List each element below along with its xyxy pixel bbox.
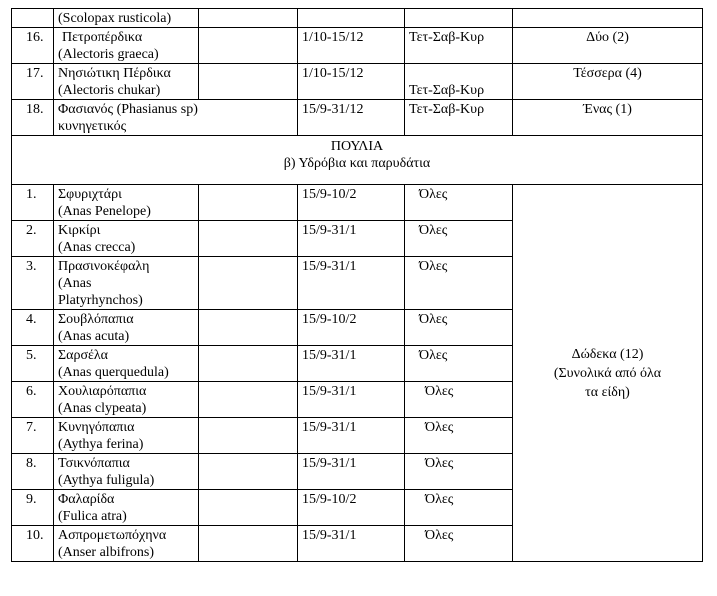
season-dates: 15/9-31/1 — [298, 526, 405, 562]
species-name-cell — [54, 28, 199, 64]
species-latin: (Aythya ferina) — [58, 437, 144, 452]
season-dates: 15/9-10/2 — [298, 185, 405, 221]
species-name-cell — [54, 185, 199, 221]
species-name-cell — [54, 257, 199, 310]
row-number: 17. — [12, 64, 54, 100]
species-name: Σουβλόπαπια — [58, 312, 134, 327]
species-name: Πετροπέρδικα — [62, 30, 143, 45]
species-name-cell — [54, 9, 199, 28]
empty-cell — [199, 28, 298, 64]
row-number: 16. — [12, 28, 54, 64]
empty-cell — [199, 9, 298, 28]
species-name-cell — [54, 418, 199, 454]
hunting-days: Όλες — [405, 221, 513, 257]
row-number: 9. — [12, 490, 54, 526]
species-name-cell — [54, 454, 199, 490]
section-title: ΠΟΥΛΙΑ — [330, 139, 384, 154]
hunting-days: Τετ-Σαβ-Κυρ — [405, 64, 513, 100]
empty-cell — [199, 64, 298, 100]
species-name-cell — [54, 310, 199, 346]
table-row — [12, 64, 703, 100]
bag-limit: Δύο (2) — [513, 28, 703, 64]
row-number: 8. — [12, 454, 54, 490]
species-name: Ασπρομετωπόχηνα — [58, 528, 167, 543]
row-number: 3. — [12, 257, 54, 310]
species-latin: (Anas clypeata) — [58, 401, 147, 416]
species-name: Νησιώτικη Πέρδικα — [58, 66, 171, 81]
season-dates: 15/9-10/2 — [298, 490, 405, 526]
species-latin-cont: Platyrhynchos) — [58, 293, 143, 308]
row-number: 2. — [12, 221, 54, 257]
table-row — [12, 185, 703, 221]
bag-limit-line: (Συνολικά από όλα — [553, 366, 662, 381]
empty-cell — [199, 257, 298, 310]
species-latin: (Anas acuta) — [58, 329, 130, 344]
season-dates: 15/9-10/2 — [298, 310, 405, 346]
season-dates: 15/9-31/1 — [298, 382, 405, 418]
hunting-days — [405, 9, 513, 28]
row-number: 6. — [12, 382, 54, 418]
table-row — [12, 28, 703, 64]
species-name-cell — [54, 221, 199, 257]
table-row — [12, 9, 703, 28]
hunting-days: Όλες — [405, 490, 513, 526]
empty-cell — [199, 454, 298, 490]
hunting-days: Όλες — [405, 382, 513, 418]
hunting-days: Όλες — [405, 257, 513, 310]
season-dates: 15/9-31/12 — [298, 100, 405, 136]
hunting-days: Όλες — [405, 418, 513, 454]
row-number — [12, 9, 54, 28]
row-number: 5. — [12, 346, 54, 382]
row-number: 10. — [12, 526, 54, 562]
bag-limit: Ένας (1) — [513, 100, 703, 136]
empty-cell — [199, 310, 298, 346]
empty-cell — [199, 490, 298, 526]
empty-cell — [199, 418, 298, 454]
bag-limit-total — [513, 185, 703, 562]
species-name: Σαρσέλα — [58, 348, 109, 363]
season-dates: 1/10-15/12 — [298, 28, 405, 64]
species-latin: (Alectoris graeca) — [58, 47, 159, 62]
species-name-cell — [54, 490, 199, 526]
species-name: Φασιανός (Phasianus sp) — [58, 102, 198, 117]
species-latin: (Scolopax rusticola) — [58, 11, 172, 26]
species-name: Χουλιαρόπαπια — [58, 384, 147, 399]
bag-limit: Τέσσερα (4) — [513, 64, 703, 100]
hunting-days: Όλες — [405, 526, 513, 562]
species-name-cell — [54, 382, 199, 418]
table-row — [12, 100, 703, 136]
species-name-cell — [54, 64, 199, 100]
species-latin: (Anas crecca) — [58, 240, 136, 255]
empty-cell — [199, 382, 298, 418]
species-latin: (Aythya fuligula) — [58, 473, 155, 488]
species-name: Σφυριχτάρι — [58, 187, 122, 202]
row-number: 1. — [12, 185, 54, 221]
hunting-days: Τετ-Σαβ-Κυρ — [405, 28, 513, 64]
species-name: Κιρκίρι — [58, 223, 101, 238]
species-name-cell — [54, 100, 298, 136]
bag-limit-line: τα είδη) — [585, 385, 630, 400]
species-name: Φαλαρίδα — [58, 492, 115, 507]
species-name: Τσικνόπαπια — [58, 456, 130, 471]
species-name: Πρασινοκέφαλη — [58, 259, 150, 274]
species-name-cell — [54, 346, 199, 382]
empty-cell — [199, 526, 298, 562]
season-dates — [298, 9, 405, 28]
season-dates: 15/9-31/1 — [298, 454, 405, 490]
species-latin: κυνηγετικός — [58, 119, 127, 134]
species-name-cell — [54, 526, 199, 562]
season-dates: 15/9-31/1 — [298, 418, 405, 454]
species-latin: (Fulica atra) — [58, 509, 127, 524]
empty-cell — [199, 221, 298, 257]
hunting-species-table — [11, 8, 703, 562]
row-number: 4. — [12, 310, 54, 346]
hunting-days: Όλες — [405, 185, 513, 221]
bag-limit-line: Δώδεκα (12) — [571, 347, 644, 362]
row-number: 18. — [12, 100, 54, 136]
empty-cell — [199, 346, 298, 382]
section-header-row — [12, 136, 703, 185]
season-dates: 15/9-31/1 — [298, 346, 405, 382]
section-subtitle: β) Υδρόβια και παρυδάτια — [283, 156, 431, 171]
species-latin: (Alectoris chukar) — [58, 83, 161, 98]
hunting-days: Όλες — [405, 310, 513, 346]
season-dates: 15/9-31/1 — [298, 257, 405, 310]
season-dates: 15/9-31/1 — [298, 221, 405, 257]
species-latin: (Anas querquedula) — [58, 365, 169, 380]
bag-limit — [513, 9, 703, 28]
species-latin: (Anas Penelope) — [58, 204, 151, 219]
hunting-days: Όλες — [405, 346, 513, 382]
hunting-days: Όλες — [405, 454, 513, 490]
species-latin: (Anser albifrons) — [58, 545, 155, 560]
empty-cell — [199, 185, 298, 221]
row-number: 7. — [12, 418, 54, 454]
section-header — [12, 136, 703, 185]
season-dates: 1/10-15/12 — [298, 64, 405, 100]
regulation-table-page — [11, 8, 703, 562]
hunting-days: Τετ-Σαβ-Κυρ — [405, 100, 513, 136]
species-name: Κυνηγόπαπια — [58, 420, 135, 435]
species-latin: (Anas — [58, 276, 92, 291]
